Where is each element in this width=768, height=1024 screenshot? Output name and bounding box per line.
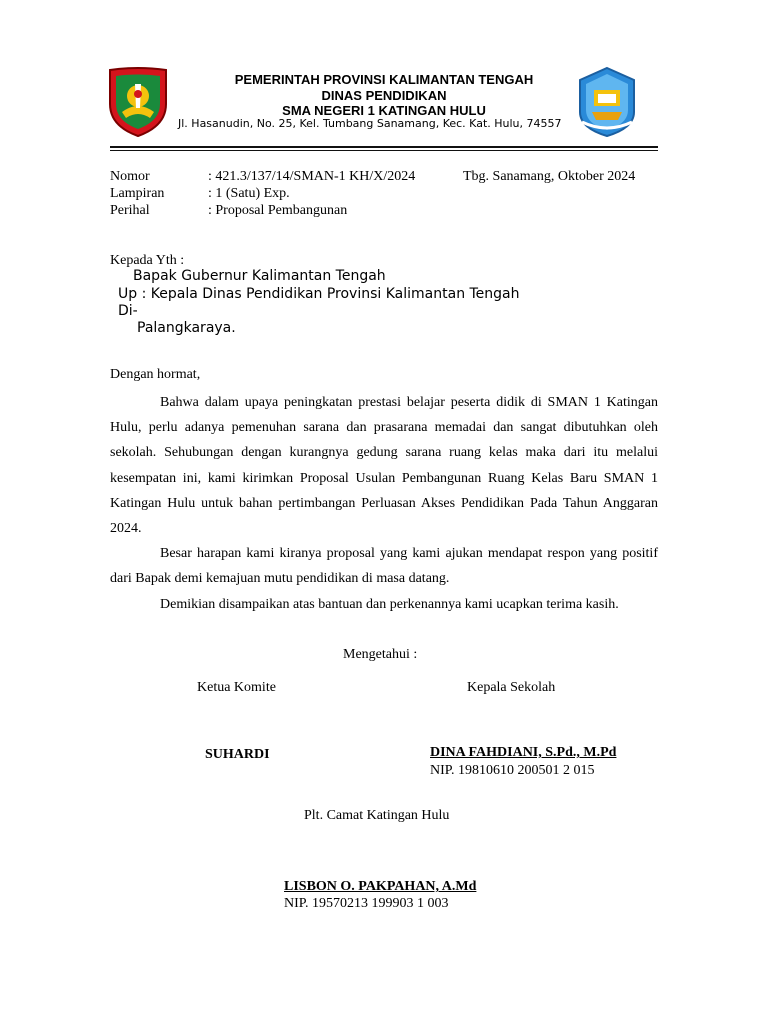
right-signer-title: Kepala Sekolah bbox=[467, 680, 556, 695]
body-paragraph-2-text: Besar harapan kami kiranya proposal yang kami ajukan mendapat respon yang positif dari Bapak demi kemajuan mutu pendidikan di masa datang. bbox=[110, 546, 658, 587]
bottom-signer-name: LISBON O. PAKPAHAN, A.Md bbox=[284, 879, 477, 894]
place-date: Tbg. Sanamang, Oktober 2024 bbox=[463, 169, 636, 184]
recipient-kepada: Kepada Yth : bbox=[110, 253, 185, 268]
lampiran-value: : 1 (Satu) Exp. bbox=[208, 186, 290, 201]
body-paragraph-3-text: Demikian disampaikan atas bantuan dan perkenannya kami ucapkan terima kasih. bbox=[160, 597, 619, 612]
left-signer-name: SUHARDI bbox=[205, 747, 270, 762]
perihal-label: Perihal bbox=[110, 203, 150, 218]
body-paragraph-3 bbox=[110, 592, 658, 617]
right-signer-name: DINA FAHDIANI, S.Pd., M.Pd bbox=[430, 745, 617, 760]
perihal-value: : Proposal Pembangunan bbox=[208, 203, 348, 218]
bottom-signer-nip: NIP. 19570213 199903 1 003 bbox=[284, 896, 449, 911]
body-paragraph-1-text: Bahwa dalam upaya peningkatan prestasi belajar peserta didik di SMAN 1 Katingan Hulu, perlu adanya pemenuhan sarana dan prasarana memadai dan sangat dibutuhkan oleh sekolah. Sehubungan dengan kurangnya gedung sarana ruang kelas maka dari itu melalui kesempatan ini, kami kirimkan Proposal Usulan Pembangunan Ruang Kelas Baru SMAN 1 Katingan Hulu untuk bahan pertimbangan Perluasan Akses Pendidikan Pada Tahun Anggaran 2024. bbox=[110, 395, 658, 537]
recipient-line-4: Palangkaraya. bbox=[137, 320, 236, 336]
header-department-line: DINAS PENDIDIKAN bbox=[321, 88, 447, 103]
salutation: Dengan hormat, bbox=[110, 367, 201, 382]
bottom-signer-title: Plt. Camat Katingan Hulu bbox=[304, 808, 450, 823]
left-signer-title: Ketua Komite bbox=[197, 680, 276, 695]
header-school-name: SMA NEGERI 1 KATINGAN HULU bbox=[282, 103, 486, 118]
body-paragraph-1 bbox=[110, 390, 658, 541]
right-signer-nip: NIP. 19810610 200501 2 015 bbox=[430, 763, 595, 778]
body-paragraph-2 bbox=[110, 541, 658, 591]
nomor-value: : 421.3/137/14/SMAN-1 KH/X/2024 bbox=[208, 169, 416, 184]
recipient-line-1: Bapak Gubernur Kalimantan Tengah bbox=[133, 268, 386, 284]
recipient-line-2: Up : Kepala Dinas Pendidikan Provinsi Kalimantan Tengah bbox=[118, 286, 520, 302]
recipient-line-3: Di- bbox=[118, 303, 138, 319]
nomor-label: Nomor bbox=[110, 169, 150, 184]
header-divider-thin bbox=[110, 150, 658, 151]
header-government-line: PEMERINTAH PROVINSI KALIMANTAN TENGAH bbox=[234, 72, 534, 87]
mengetahui-label: Mengetahui : bbox=[343, 647, 418, 662]
header-divider-thick bbox=[110, 146, 658, 148]
lampiran-label: Lampiran bbox=[110, 186, 165, 201]
header-address: Jl. Hasanudin, No. 25, Kel. Tumbang Sanamang, Kec. Kat. Hulu, 74557 bbox=[178, 117, 562, 130]
